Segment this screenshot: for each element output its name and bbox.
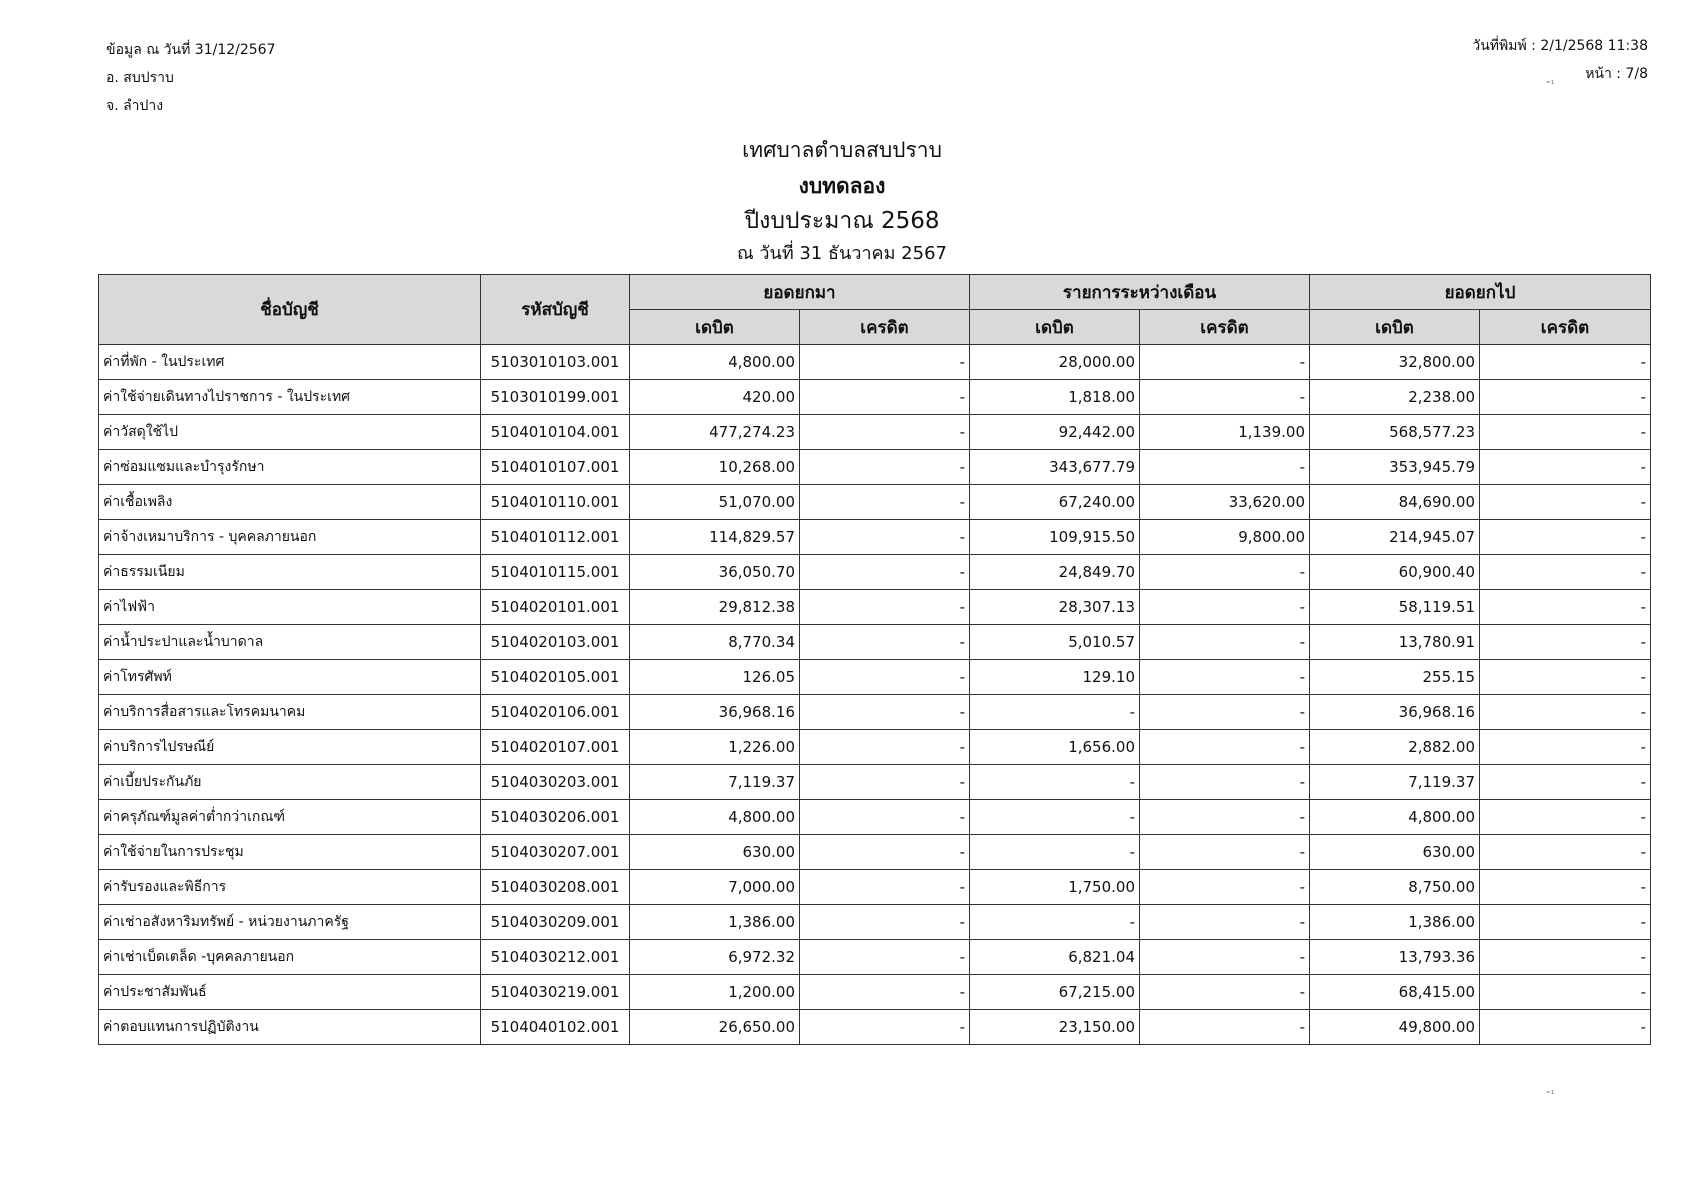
district: อ. สบปราบ	[106, 70, 174, 86]
month-debit-cell: 1,818.00	[970, 380, 1140, 415]
cf-credit-cell: -	[1480, 940, 1651, 975]
account-name-cell: ค่าที่พัก - ในประเทศ	[99, 345, 481, 380]
month-credit-cell: -	[1140, 555, 1310, 590]
bf-debit-cell: 420.00	[630, 380, 800, 415]
bf-credit-cell: -	[800, 870, 970, 905]
account-code-cell: 5104010115.001	[481, 555, 630, 590]
account-name-cell: ค่าบริการสื่อสารและโทรคมนาคม	[99, 695, 481, 730]
account-code-cell: 5104010107.001	[481, 450, 630, 485]
cf-debit-cell: 13,780.91	[1310, 625, 1480, 660]
account-name-cell: ค่าตอบแทนการปฏิบัติงาน	[99, 1010, 481, 1045]
cf-debit-cell: 214,945.07	[1310, 520, 1480, 555]
bf-debit-cell: 114,829.57	[630, 520, 800, 555]
table-row	[99, 695, 1651, 730]
account-code-cell: 5103010199.001	[481, 380, 630, 415]
bf-credit-cell: -	[800, 520, 970, 555]
cf-debit-cell: 2,882.00	[1310, 730, 1480, 765]
bf-credit-cell: -	[800, 835, 970, 870]
month-debit-cell: 67,215.00	[970, 975, 1140, 1010]
month-credit-cell: -	[1140, 870, 1310, 905]
bf-credit-cell: -	[800, 765, 970, 800]
cf-credit-cell: -	[1480, 975, 1651, 1010]
account-name-cell: ค่าใช้จ่ายเดินทางไปราชการ - ในประเทศ	[99, 380, 481, 415]
month-credit-cell: -	[1140, 730, 1310, 765]
bf-debit-cell: 7,119.37	[630, 765, 800, 800]
cf-credit-cell: -	[1480, 625, 1651, 660]
month-debit-cell: 6,821.04	[970, 940, 1140, 975]
month-credit-cell: -	[1140, 1010, 1310, 1045]
table-row	[99, 940, 1651, 975]
column-header-brought-forward: ยอดยกมา	[630, 275, 970, 310]
cf-credit-cell: -	[1480, 520, 1651, 555]
month-debit-cell: -	[970, 800, 1140, 835]
account-name-cell: ค่าครุภัณฑ์มูลค่าต่ำกว่าเกณฑ์	[99, 800, 481, 835]
month-credit-cell: -	[1140, 765, 1310, 800]
bf-credit-cell: -	[800, 555, 970, 590]
month-credit-cell: -	[1140, 625, 1310, 660]
bf-credit-cell: -	[800, 450, 970, 485]
cf-credit-cell: -	[1480, 870, 1651, 905]
bf-debit-cell: 36,050.70	[630, 555, 800, 590]
account-code-cell: 5104030207.001	[481, 835, 630, 870]
column-header-cf-debit: เดบิต	[1310, 310, 1480, 345]
table-row	[99, 625, 1651, 660]
table-row	[99, 450, 1651, 485]
month-credit-cell: -	[1140, 835, 1310, 870]
table-row	[99, 485, 1651, 520]
account-code-cell: 5103010103.001	[481, 345, 630, 380]
cf-debit-cell: 630.00	[1310, 835, 1480, 870]
cf-debit-cell: 8,750.00	[1310, 870, 1480, 905]
column-header-during-month: รายการระหว่างเดือน	[970, 275, 1310, 310]
table-row	[99, 905, 1651, 940]
account-code-cell: 5104030206.001	[481, 800, 630, 835]
month-debit-cell: -	[970, 835, 1140, 870]
account-code-cell: 5104020101.001	[481, 590, 630, 625]
month-debit-cell: 92,442.00	[970, 415, 1140, 450]
account-code-cell: 5104010110.001	[481, 485, 630, 520]
trial-balance-table	[98, 274, 1651, 1045]
bf-credit-cell: -	[800, 485, 970, 520]
bf-debit-cell: 1,386.00	[630, 905, 800, 940]
account-code-cell: 5104020105.001	[481, 660, 630, 695]
bf-credit-cell: -	[800, 975, 970, 1010]
month-credit-cell: 1,139.00	[1140, 415, 1310, 450]
account-code-cell: 5104020107.001	[481, 730, 630, 765]
month-debit-cell: 1,656.00	[970, 730, 1140, 765]
table-row	[99, 765, 1651, 800]
trial-balance-body	[99, 345, 1651, 1045]
bf-debit-cell: 7,000.00	[630, 870, 800, 905]
month-debit-cell: 24,849.70	[970, 555, 1140, 590]
column-header-month-debit: เดบิต	[970, 310, 1140, 345]
bf-debit-cell: 4,800.00	[630, 345, 800, 380]
bf-credit-cell: -	[800, 730, 970, 765]
account-code-cell: 5104030203.001	[481, 765, 630, 800]
bf-credit-cell: -	[800, 380, 970, 415]
month-debit-cell: 28,000.00	[970, 345, 1140, 380]
table-row	[99, 555, 1651, 590]
cf-credit-cell: -	[1480, 415, 1651, 450]
cf-credit-cell: -	[1480, 800, 1651, 835]
month-debit-cell: -	[970, 905, 1140, 940]
cf-debit-cell: 2,238.00	[1310, 380, 1480, 415]
cf-debit-cell: 36,968.16	[1310, 695, 1480, 730]
cf-debit-cell: 58,119.51	[1310, 590, 1480, 625]
month-credit-cell: 9,800.00	[1140, 520, 1310, 555]
month-debit-cell: 28,307.13	[970, 590, 1140, 625]
cf-credit-cell: -	[1480, 730, 1651, 765]
bf-credit-cell: -	[800, 1010, 970, 1045]
month-debit-cell: 23,150.00	[970, 1010, 1140, 1045]
account-code-cell: 5104030219.001	[481, 975, 630, 1010]
table-row	[99, 730, 1651, 765]
month-credit-cell: -	[1140, 695, 1310, 730]
table-row	[99, 660, 1651, 695]
cf-debit-cell: 68,415.00	[1310, 975, 1480, 1010]
month-credit-cell: -	[1140, 940, 1310, 975]
cf-debit-cell: 1,386.00	[1310, 905, 1480, 940]
month-credit-cell: -	[1140, 590, 1310, 625]
month-credit-cell: -	[1140, 660, 1310, 695]
month-debit-cell: 343,677.79	[970, 450, 1140, 485]
bf-debit-cell: 6,972.32	[630, 940, 800, 975]
cf-credit-cell: -	[1480, 485, 1651, 520]
account-name-cell: ค่าเช่าอสังหาริมทรัพย์ - หน่วยงานภาครัฐ	[99, 905, 481, 940]
account-name-cell: ค่ารับรองและพิธีการ	[99, 870, 481, 905]
account-code-cell: 5104020106.001	[481, 695, 630, 730]
bf-credit-cell: -	[800, 940, 970, 975]
cf-credit-cell: -	[1480, 450, 1651, 485]
scan-mark: ⁼¹	[1546, 1090, 1555, 1100]
bf-debit-cell: 1,226.00	[630, 730, 800, 765]
account-code-cell: 5104030212.001	[481, 940, 630, 975]
bf-credit-cell: -	[800, 345, 970, 380]
table-row	[99, 835, 1651, 870]
month-credit-cell: -	[1140, 345, 1310, 380]
print-date: วันที่พิมพ์ : 2/1/2568 11:38	[1472, 38, 1648, 54]
column-header-bf-credit: เครดิต	[800, 310, 970, 345]
account-name-cell: ค่าไฟฟ้า	[99, 590, 481, 625]
cf-debit-cell: 84,690.00	[1310, 485, 1480, 520]
bf-debit-cell: 1,200.00	[630, 975, 800, 1010]
month-credit-cell: -	[1140, 450, 1310, 485]
bf-debit-cell: 126.05	[630, 660, 800, 695]
account-name-cell: ค่าเบี้ยประกันภัย	[99, 765, 481, 800]
column-header-bf-debit: เดบิต	[630, 310, 800, 345]
bf-credit-cell: -	[800, 590, 970, 625]
account-name-cell: ค่าธรรมเนียม	[99, 555, 481, 590]
cf-debit-cell: 7,119.37	[1310, 765, 1480, 800]
as-of-date: ณ วันที่ 31 ธันวาคม 2567	[737, 243, 947, 264]
bf-debit-cell: 630.00	[630, 835, 800, 870]
cf-debit-cell: 49,800.00	[1310, 1010, 1480, 1045]
bf-debit-cell: 8,770.34	[630, 625, 800, 660]
report-meta-left	[106, 42, 275, 126]
fiscal-year: ปีงบประมาณ 2568	[744, 208, 940, 234]
account-name-cell: ค่าน้ำประปาและน้ำบาดาล	[99, 625, 481, 660]
cf-credit-cell: -	[1480, 765, 1651, 800]
cf-credit-cell: -	[1480, 555, 1651, 590]
page-number: หน้า : 7/8	[1585, 66, 1648, 82]
account-name-cell: ค่าประชาสัมพันธ์	[99, 975, 481, 1010]
cf-debit-cell: 60,900.40	[1310, 555, 1480, 590]
account-code-cell: 5104020103.001	[481, 625, 630, 660]
cf-credit-cell: -	[1480, 660, 1651, 695]
bf-credit-cell: -	[800, 415, 970, 450]
table-row	[99, 1010, 1651, 1045]
organization-name: เทศบาลตำบลสบปราบ	[742, 138, 942, 162]
month-debit-cell: 1,750.00	[970, 870, 1140, 905]
account-code-cell: 5104010104.001	[481, 415, 630, 450]
account-name-cell: ค่าเช่าเบ็ดเตล็ด -บุคคลภายนอก	[99, 940, 481, 975]
month-credit-cell: -	[1140, 905, 1310, 940]
bf-debit-cell: 477,274.23	[630, 415, 800, 450]
table-row	[99, 380, 1651, 415]
cf-credit-cell: -	[1480, 835, 1651, 870]
bf-debit-cell: 4,800.00	[630, 800, 800, 835]
cf-debit-cell: 353,945.79	[1310, 450, 1480, 485]
column-header-month-credit: เครดิต	[1140, 310, 1310, 345]
table-row	[99, 520, 1651, 555]
account-name-cell: ค่าใช้จ่ายในการประชุม	[99, 835, 481, 870]
account-name-cell: ค่าบริการไปรษณีย์	[99, 730, 481, 765]
month-debit-cell: 129.10	[970, 660, 1140, 695]
table-row	[99, 870, 1651, 905]
cf-debit-cell: 4,800.00	[1310, 800, 1480, 835]
account-code-cell: 5104030209.001	[481, 905, 630, 940]
bf-credit-cell: -	[800, 800, 970, 835]
cf-credit-cell: -	[1480, 380, 1651, 415]
table-row	[99, 345, 1651, 380]
month-debit-cell: 5,010.57	[970, 625, 1140, 660]
report-title: งบทดลอง	[798, 174, 886, 198]
table-row	[99, 975, 1651, 1010]
cf-debit-cell: 568,577.23	[1310, 415, 1480, 450]
province: จ. ลำปาง	[106, 98, 164, 114]
account-name-cell: ค่าวัสดุใช้ไป	[99, 415, 481, 450]
month-credit-cell: -	[1140, 975, 1310, 1010]
column-header-account-code: รหัสบัญชี	[481, 275, 630, 345]
bf-credit-cell: -	[800, 625, 970, 660]
month-debit-cell: 109,915.50	[970, 520, 1140, 555]
cf-credit-cell: -	[1480, 1010, 1651, 1045]
month-debit-cell: 67,240.00	[970, 485, 1140, 520]
account-code-cell: 5104030208.001	[481, 870, 630, 905]
table-row	[99, 800, 1651, 835]
cf-debit-cell: 255.15	[1310, 660, 1480, 695]
cf-debit-cell: 13,793.36	[1310, 940, 1480, 975]
month-credit-cell: -	[1140, 380, 1310, 415]
report-meta-right	[1472, 38, 1648, 94]
cf-credit-cell: -	[1480, 905, 1651, 940]
data-date: ข้อมูล ณ วันที่ 31/12/2567	[106, 42, 276, 58]
month-credit-cell: 33,620.00	[1140, 485, 1310, 520]
cf-credit-cell: -	[1480, 345, 1651, 380]
month-credit-cell: -	[1140, 800, 1310, 835]
cf-credit-cell: -	[1480, 590, 1651, 625]
column-header-account-name: ชื่อบัญชี	[99, 275, 481, 345]
bf-debit-cell: 29,812.38	[630, 590, 800, 625]
account-name-cell: ค่าซ่อมแซมและบำรุงรักษา	[99, 450, 481, 485]
scan-mark: ⁼¹	[1546, 80, 1555, 90]
bf-debit-cell: 36,968.16	[630, 695, 800, 730]
bf-debit-cell: 51,070.00	[630, 485, 800, 520]
account-name-cell: ค่าโทรศัพท์	[99, 660, 481, 695]
bf-credit-cell: -	[800, 660, 970, 695]
month-debit-cell: -	[970, 765, 1140, 800]
column-header-cf-credit: เครดิต	[1480, 310, 1651, 345]
month-debit-cell: -	[970, 695, 1140, 730]
cf-credit-cell: -	[1480, 695, 1651, 730]
bf-debit-cell: 10,268.00	[630, 450, 800, 485]
account-code-cell: 5104010112.001	[481, 520, 630, 555]
table-row	[99, 415, 1651, 450]
account-name-cell: ค่าเชื้อเพลิง	[99, 485, 481, 520]
table-row	[99, 590, 1651, 625]
column-header-carried-forward: ยอดยกไป	[1310, 275, 1651, 310]
bf-debit-cell: 26,650.00	[630, 1010, 800, 1045]
account-name-cell: ค่าจ้างเหมาบริการ - บุคคลภายนอก	[99, 520, 481, 555]
bf-credit-cell: -	[800, 695, 970, 730]
cf-debit-cell: 32,800.00	[1310, 345, 1480, 380]
bf-credit-cell: -	[800, 905, 970, 940]
account-code-cell: 5104040102.001	[481, 1010, 630, 1045]
